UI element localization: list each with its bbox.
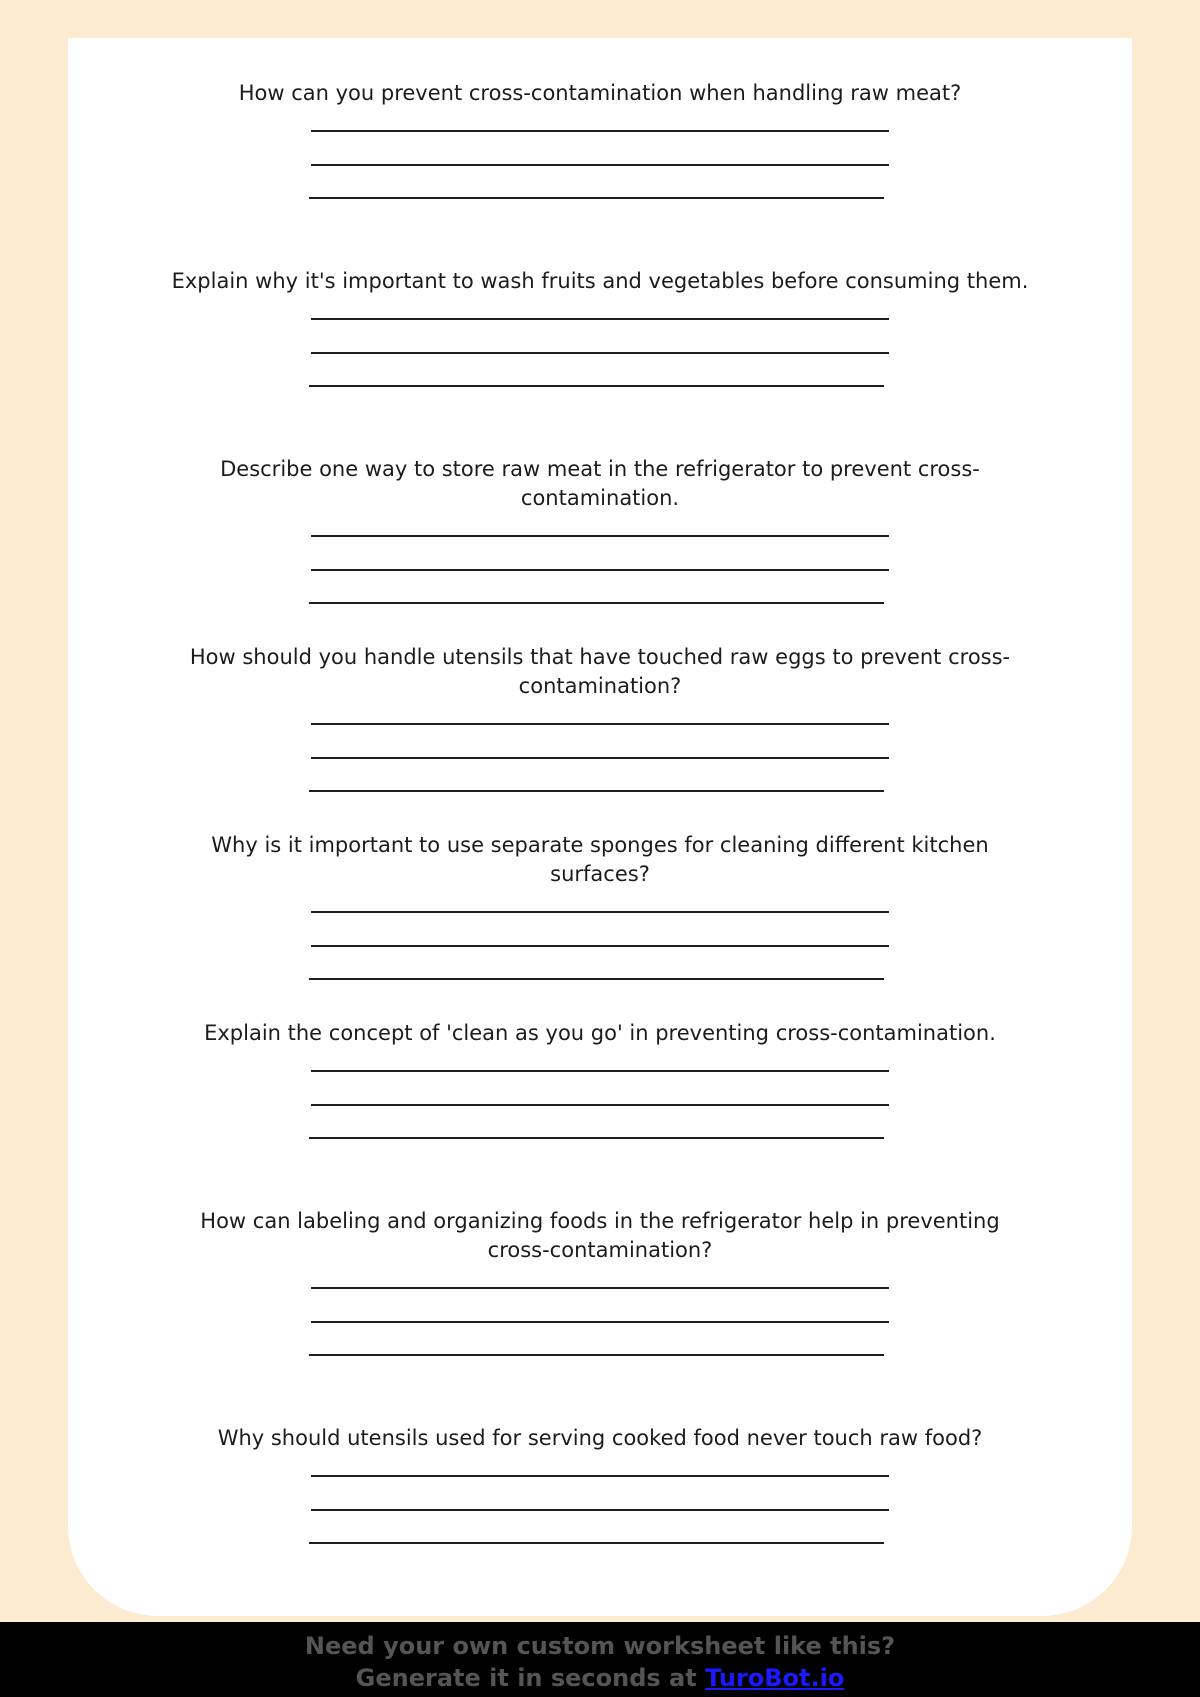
answer-line xyxy=(311,130,889,132)
question-text: How can labeling and organizing foods in the refrigerator help in preventing cross-contamination? xyxy=(200,1209,1000,1262)
question-text: Explain why it's important to wash fruits and vegetables before consuming them. xyxy=(171,269,1029,293)
answer-line xyxy=(311,757,889,759)
answer-line xyxy=(311,569,889,571)
answer-line xyxy=(309,978,884,980)
question-block xyxy=(68,79,1132,199)
answer-line xyxy=(311,318,889,320)
answer-line xyxy=(309,385,884,387)
question-block xyxy=(68,267,1132,387)
question-text: Why should utensils used for serving cooked food never touch raw food? xyxy=(217,1426,983,1450)
worksheet-sheet xyxy=(68,38,1132,1616)
answer-line xyxy=(311,911,889,913)
question-block xyxy=(68,1424,1132,1544)
footer-headline: Need your own custom worksheet like this? xyxy=(304,1632,896,1660)
answer-line xyxy=(311,535,889,537)
footer-subline-text: Generate it in seconds at xyxy=(355,1664,706,1692)
answer-line xyxy=(311,1104,889,1106)
question-block xyxy=(68,643,1132,792)
promo-footer xyxy=(0,1622,1200,1697)
question-text: How can you prevent cross-contamination when handling raw meat? xyxy=(238,81,962,105)
question-text: How should you handle utensils that have touched raw eggs to prevent cross-contamination? xyxy=(189,645,1011,698)
answer-line xyxy=(309,1354,884,1356)
answer-line xyxy=(309,1542,884,1544)
answer-line xyxy=(311,164,889,166)
question-text: Explain the concept of 'clean as you go' in preventing cross-contamination. xyxy=(204,1021,996,1045)
answer-line xyxy=(311,352,889,354)
answer-line xyxy=(311,1321,889,1323)
answer-line xyxy=(311,945,889,947)
footer-subline xyxy=(0,1662,1200,1694)
question-text: Describe one way to store raw meat in the refrigerator to prevent cross-contamination. xyxy=(220,457,980,510)
answer-line xyxy=(309,1137,884,1139)
question-block xyxy=(68,455,1132,604)
question-block xyxy=(68,1019,1132,1139)
question-block xyxy=(68,831,1132,980)
answer-line xyxy=(309,790,884,792)
answer-line xyxy=(311,1509,889,1511)
question-text: Why is it important to use separate sponges for cleaning different kitchen surfaces? xyxy=(211,833,989,886)
answer-line xyxy=(309,602,884,604)
answer-line xyxy=(309,197,884,199)
answer-line xyxy=(311,1475,889,1477)
turobot-link[interactable]: TuroBot.io xyxy=(705,1664,845,1692)
answer-line xyxy=(311,723,889,725)
question-block xyxy=(68,1207,1132,1356)
answer-line xyxy=(311,1287,889,1289)
answer-line xyxy=(311,1070,889,1072)
